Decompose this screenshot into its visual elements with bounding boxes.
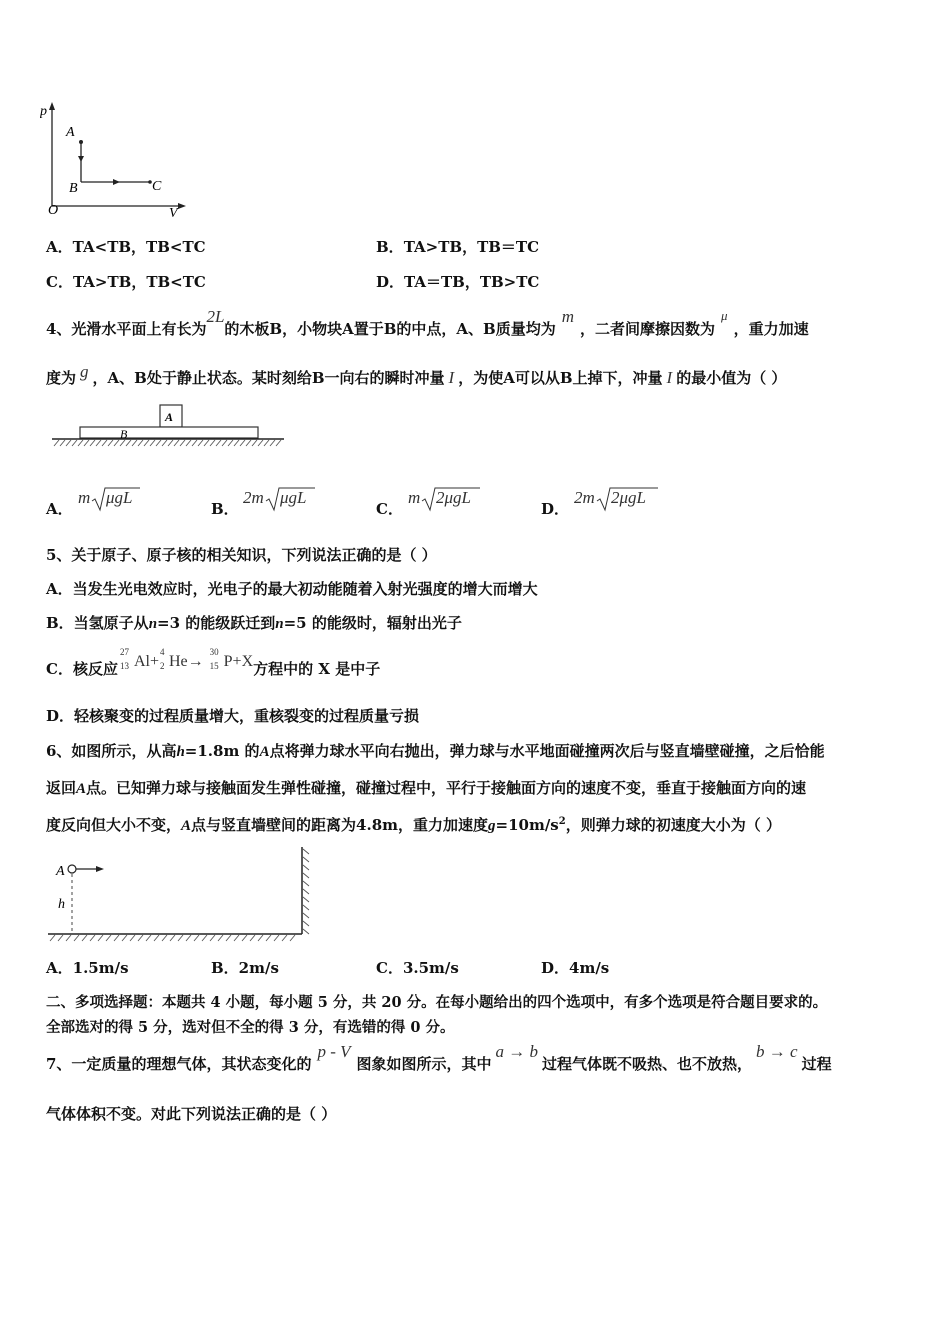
q4-option-c: C．: [376, 500, 403, 518]
q4-option-d: D．: [541, 500, 570, 518]
q4-b-coef: 2m: [243, 488, 264, 507]
nuclide-al: 27 13 Al+: [119, 647, 159, 671]
q3-option-d: D．TA＝TB，TB>TC: [376, 273, 540, 291]
v-axis-label: V: [169, 206, 178, 221]
p-axis-label: p: [40, 104, 47, 119]
q6-stem-line2: 返回A点。已知弹力球与接触面发生弹性碰撞，碰撞过程中，平行于接触面方向的速度不变，垂直于接触面方向的速: [46, 779, 807, 797]
q4-c-radicand: 2μgL: [436, 488, 471, 507]
section2-heading-line2: 全部选对的得 5 分，选对但不全的得 3 分，有选错的得 0 分。: [46, 1019, 455, 1036]
q6-option-a: A．1.5m/s: [46, 959, 129, 977]
q4-a-coef: m: [78, 488, 91, 507]
nuclide-he: 4 2 He→: [159, 647, 204, 671]
section2-heading-line1: 二、多项选择题：本题共 4 小题，每小题 5 分，共 20 分。在每小题给出的四个选项中，有多个选项是符合题目要求的。: [46, 994, 828, 1011]
point-b-label: B: [69, 181, 78, 196]
q4-option-b-formula: [241, 484, 331, 514]
q4-stem-line1: 4、光滑水平面上有长为2L的木板B，小物块A置于B的中点，A、B质量均为m，二者间摩擦因数为μ，重力加速: [46, 307, 809, 338]
block-a-label: A: [165, 410, 174, 424]
q3-option-b: B．TA>TB，TB＝TC: [376, 238, 540, 256]
q4-board-figure: [50, 402, 290, 450]
q4-b-radicand: μgL: [280, 488, 307, 507]
q6-option-d: D．4m/s: [541, 959, 610, 977]
q4-option-a-formula: [76, 484, 156, 514]
q4-option-b: B．: [211, 500, 239, 518]
q3-option-c: C．TA>TB，TB<TC: [46, 273, 206, 291]
q3-option-a: A．TA<TB，TB<TC: [46, 238, 206, 256]
q5-option-c: C．核反应 27 13 Al+ 4 2 He→ 30 15 P+X方程中的 X 是中子: [46, 647, 381, 678]
q5-option-b: B．当氢原子从n=3 的能级跃迁到n=5 的能级时，辐射出光子: [46, 614, 462, 632]
q7-stem-line1: 7、一定质量的理想气体，其状态变化的p - V图象如图所示，其中a → b过程气体既不吸热、也不放热，b → c过程: [46, 1042, 832, 1073]
q4-stem-line2: 度为 g ，A、B处于静止状态。某时刻给B一向右的瞬时冲量 I ，为使A可以从B上掉下，冲量 I 的最小值为（ ）: [46, 362, 787, 387]
q6-option-c: C．3.5m/s: [376, 959, 459, 977]
q6-stem-line1: 6、如图所示，从高h=1.8m 的A点将弹力球水平向右抛出，弹力球与水平地面碰撞两次后与竖直墙壁碰撞，之后恰能: [46, 742, 825, 760]
q4-option-a: A．: [46, 500, 73, 518]
height-label: h: [58, 897, 65, 912]
origin-label: O: [48, 203, 59, 218]
pv-figure: [40, 98, 200, 223]
q7-stem-line2: 气体体积不变。对此下列说法正确的是（ ）: [46, 1105, 337, 1123]
q4-d-radicand: 2μgL: [611, 488, 646, 507]
board-b-label: B: [120, 427, 128, 441]
q6-wall-figure: [46, 845, 316, 943]
point-c-label: C: [152, 179, 162, 194]
q5-option-d: D．轻核聚变的过程质量增大，重核裂变的过程质量亏损: [46, 707, 420, 725]
q6-stem-line3: 度反向但大小不变，A点与竖直墙壁间的距离为4.8m，重力加速度$g=10m/s^2$，则弹力球的初速度大小为（ ）: [46, 816, 781, 834]
q4-a-radicand: μgL: [106, 488, 133, 507]
point-a-label: A: [56, 864, 65, 879]
point-a-label: A: [66, 125, 75, 140]
q5-option-a: A．当发生光电效应时，光电子的最大初动能随着入射光强度的增大而增大: [46, 580, 538, 598]
q6-option-b: B．2m/s: [211, 959, 279, 977]
q4-option-c-formula: [406, 484, 496, 514]
q4-option-d-formula: [572, 484, 668, 514]
q5-stem: 5、关于原子、原子核的相关知识，下列说法正确的是（ ）: [46, 546, 437, 564]
nuclide-p: 30 15 P+X: [209, 647, 254, 671]
q4-c-coef: m: [408, 488, 421, 507]
q4-d-coef: 2m: [574, 488, 595, 507]
